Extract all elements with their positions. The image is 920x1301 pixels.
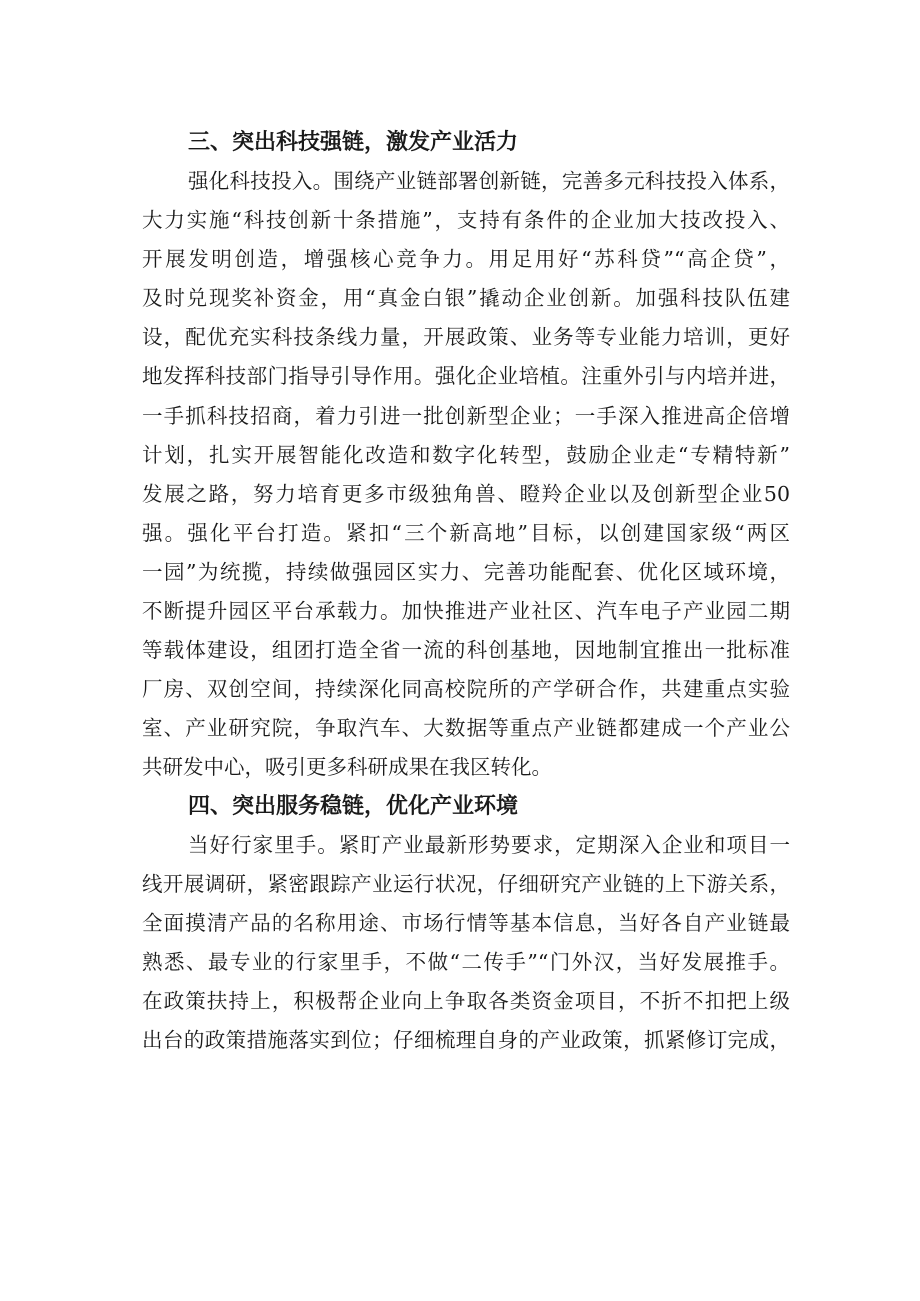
text-line: 地发挥科技部门指导引导作用。强化企业培植。注重外引与内培并进， xyxy=(142,364,790,389)
text-line: 线开展调研，紧密跟踪产业运行状况，仔细研究产业链的上下游关系， xyxy=(142,871,790,896)
text-line: 及时兑现奖补资金，用“真金白银”撬动企业创新。加强科技队伍建 xyxy=(142,286,790,311)
text-line: 强化科技投入。围绕产业链部署创新链，完善多元科技投入体系， xyxy=(188,169,790,193)
text-line: 在政策扶持上，积极帮企业向上争取各类资金项目，不折不扣把上级 xyxy=(142,988,790,1013)
text-line: 一手抓科技招商，着力引进一批创新型企业；一手深入推进高企倍增 xyxy=(142,403,790,428)
text-line: 熟悉、最专业的行家里手，不做“二传手”“门外汉，当好发展推手。 xyxy=(142,949,790,974)
section-heading: 三、突出科技强链，激发产业活力 xyxy=(188,130,519,155)
text-line: 全面摸清产品的名称用途、市场行情等基本信息，当好各自产业链最 xyxy=(142,910,790,935)
text-line: 大力实施“科技创新十条措施”，支持有条件的企业加大技改投入、 xyxy=(142,208,790,233)
text-line: 设，配优充实科技条线力量，开展政策、业务等专业能力培训，更好 xyxy=(142,325,790,350)
text-line: 不断提升园区平台承载力。加快推进产业社区、汽车电子产业园二期 xyxy=(142,599,790,624)
text-line: 等载体建设，组团打造全省一流的科创基地，因地制宜推出一批标准 xyxy=(142,638,790,663)
text-line: 当好行家里手。紧盯产业最新形势要求，定期深入企业和项目一 xyxy=(188,832,790,857)
text-line: 一园”为统揽，持续做强园区实力、完善功能配套、优化区域环境， xyxy=(142,559,790,584)
text-line: 出台的政策措施落实到位；仔细梳理自身的产业政策，抓紧修订完成， xyxy=(142,1027,790,1052)
text-line: 共研发中心，吸引更多科研成果在我区转化。 xyxy=(142,755,552,780)
section-heading: 四、突出服务稳链，优化产业环境 xyxy=(188,793,519,819)
section-paragraph xyxy=(142,826,790,1061)
section-paragraph xyxy=(142,162,790,788)
document-page xyxy=(142,124,790,1060)
text-line: 强。强化平台打造。紧扣“三个新高地”目标，以创建国家级“两区 xyxy=(142,520,790,545)
text-line: 室、产业研究院，争取汽车、大数据等重点产业链都建成一个产业公 xyxy=(142,716,790,741)
text-line: 开展发明创造，增强核心竞争力。用足用好“苏科贷”“高企贷”， xyxy=(142,247,790,272)
text-line: 计划，扎实开展智能化改造和数字化转型，鼓励企业走“专精特新” xyxy=(142,442,790,467)
text-line: 厂房、双创空间，持续深化同高校院所的产学研合作，共建重点实验 xyxy=(142,677,790,702)
text-line: 发展之路，努力培育更多市级独角兽、瞪羚企业以及创新型企业50 xyxy=(142,481,790,506)
